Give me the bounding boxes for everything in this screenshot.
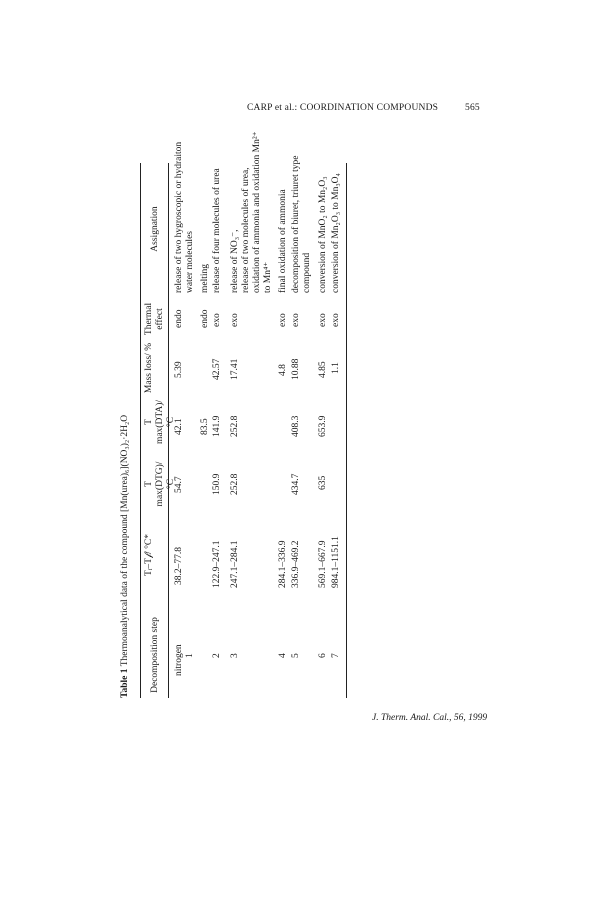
row5-step: 5 bbox=[291, 653, 301, 658]
row2-dta: 141.9 bbox=[212, 415, 222, 437]
table-caption-text: Thermoanalytical data of the compound [Mn(urea)₆](NO₃)₂·2H₂O bbox=[120, 414, 130, 667]
row1b-assign: melting bbox=[200, 263, 210, 293]
row5-effect: exo bbox=[291, 313, 301, 327]
row1-step-a: nitrogen bbox=[174, 644, 184, 676]
row7-step: 7 bbox=[331, 653, 341, 658]
row2-dtg: 150.9 bbox=[212, 473, 222, 495]
row3-dtg: 252.8 bbox=[230, 473, 240, 495]
row1-assign-b: water molecules bbox=[185, 231, 195, 293]
row5-dta: 408.3 bbox=[291, 415, 301, 437]
row5-range: 336.9–469.2 bbox=[291, 540, 301, 588]
row6-range: 569.1–667.9 bbox=[318, 540, 328, 588]
row5-mass: 10.88 bbox=[291, 358, 301, 380]
row4-mass: 4.8 bbox=[278, 364, 288, 376]
header-dta: T max(DTA)/ °C bbox=[144, 399, 176, 445]
row3-step: 3 bbox=[230, 653, 240, 658]
header-dtg: T max(DTG)/ °C bbox=[144, 461, 176, 507]
row1-effect: endo bbox=[174, 309, 184, 328]
row6-dtg: 635 bbox=[318, 475, 328, 490]
row7-assign: conversion of Mn₂O₃ to Mn₃O₄ bbox=[331, 173, 341, 293]
header-rule bbox=[168, 163, 169, 698]
row4-range: 284.1–336.9 bbox=[278, 540, 288, 588]
running-head-title: CARP et al.: COORDINATION COMPOUNDS bbox=[247, 103, 439, 113]
row3-mass: 17.41 bbox=[230, 358, 240, 380]
header-mass: Mass loss/ % bbox=[144, 342, 154, 394]
row6-dta: 653.9 bbox=[318, 415, 328, 437]
header-effect: Thermal effect bbox=[144, 302, 165, 336]
row3-dta: 252.8 bbox=[230, 415, 240, 437]
row1-dtg: 54.7 bbox=[174, 476, 184, 493]
header-step: Decomposition step bbox=[150, 617, 160, 693]
row7-effect: exo bbox=[331, 313, 341, 327]
rotated-table bbox=[120, 131, 500, 698]
row3-assign-c: oxidation of ammonia and oxidation Mn²⁺ bbox=[252, 131, 262, 293]
row4-step: 4 bbox=[278, 653, 288, 658]
row3-effect: exo bbox=[230, 313, 240, 327]
row2-step: 2 bbox=[212, 653, 222, 658]
row6-step: 6 bbox=[318, 653, 328, 658]
row6-mass: 4.85 bbox=[318, 361, 328, 378]
page-number: 565 bbox=[465, 103, 480, 113]
table-caption bbox=[120, 415, 130, 698]
row3-assign-b: release of two molecules of urea, bbox=[241, 167, 251, 293]
row6-effect: exo bbox=[318, 313, 328, 327]
row1b-effect: endo bbox=[200, 309, 210, 328]
journal-footer: J. Therm. Anal. Cal., 56, 1999 bbox=[372, 713, 488, 723]
row4-assign: final oxidation of ammonia bbox=[278, 189, 288, 293]
row1-assign-a: release of two hygroscopic or hydraiton bbox=[174, 141, 184, 293]
table-bottom-rule bbox=[346, 163, 347, 698]
header-assignation: Assignation bbox=[150, 206, 160, 252]
row2-assign: release of four molecules of urea bbox=[212, 168, 222, 293]
row7-mass: 1.1 bbox=[331, 362, 341, 374]
row6-assign: conversion of MnO₂ to Mn₂O₃ bbox=[318, 176, 328, 293]
table-caption-label: Table 1 bbox=[120, 668, 130, 698]
row1-mass: 5.39 bbox=[174, 361, 184, 378]
row1-step-b: 1 bbox=[185, 653, 195, 658]
row3-assign-d: to Mn⁴⁺ bbox=[263, 261, 273, 293]
row2-effect: exo bbox=[212, 313, 222, 327]
header-range: Tᵢ–T𝒻/ °C* bbox=[144, 533, 154, 577]
row3-assign-a: release of NO₃⁻, bbox=[230, 229, 240, 293]
row5-assign-b: compound bbox=[302, 252, 312, 293]
row5-assign-a: decomposition of biuret, triuret type bbox=[291, 155, 301, 293]
row5-dtg: 434.7 bbox=[291, 473, 301, 495]
table-top-rule bbox=[140, 163, 141, 698]
row3-range: 247.1–284.1 bbox=[230, 540, 240, 588]
row2-mass: 42.57 bbox=[212, 358, 222, 380]
row1-dta: 42.1 bbox=[174, 418, 184, 435]
row2-range: 122.9–247.1 bbox=[212, 540, 222, 588]
row1b-dta: 83.5 bbox=[200, 418, 210, 435]
row4-effect: exo bbox=[278, 313, 288, 327]
row7-range: 984.1–1151.1 bbox=[331, 536, 341, 588]
row1-range: 38.2–77.8 bbox=[174, 547, 184, 585]
